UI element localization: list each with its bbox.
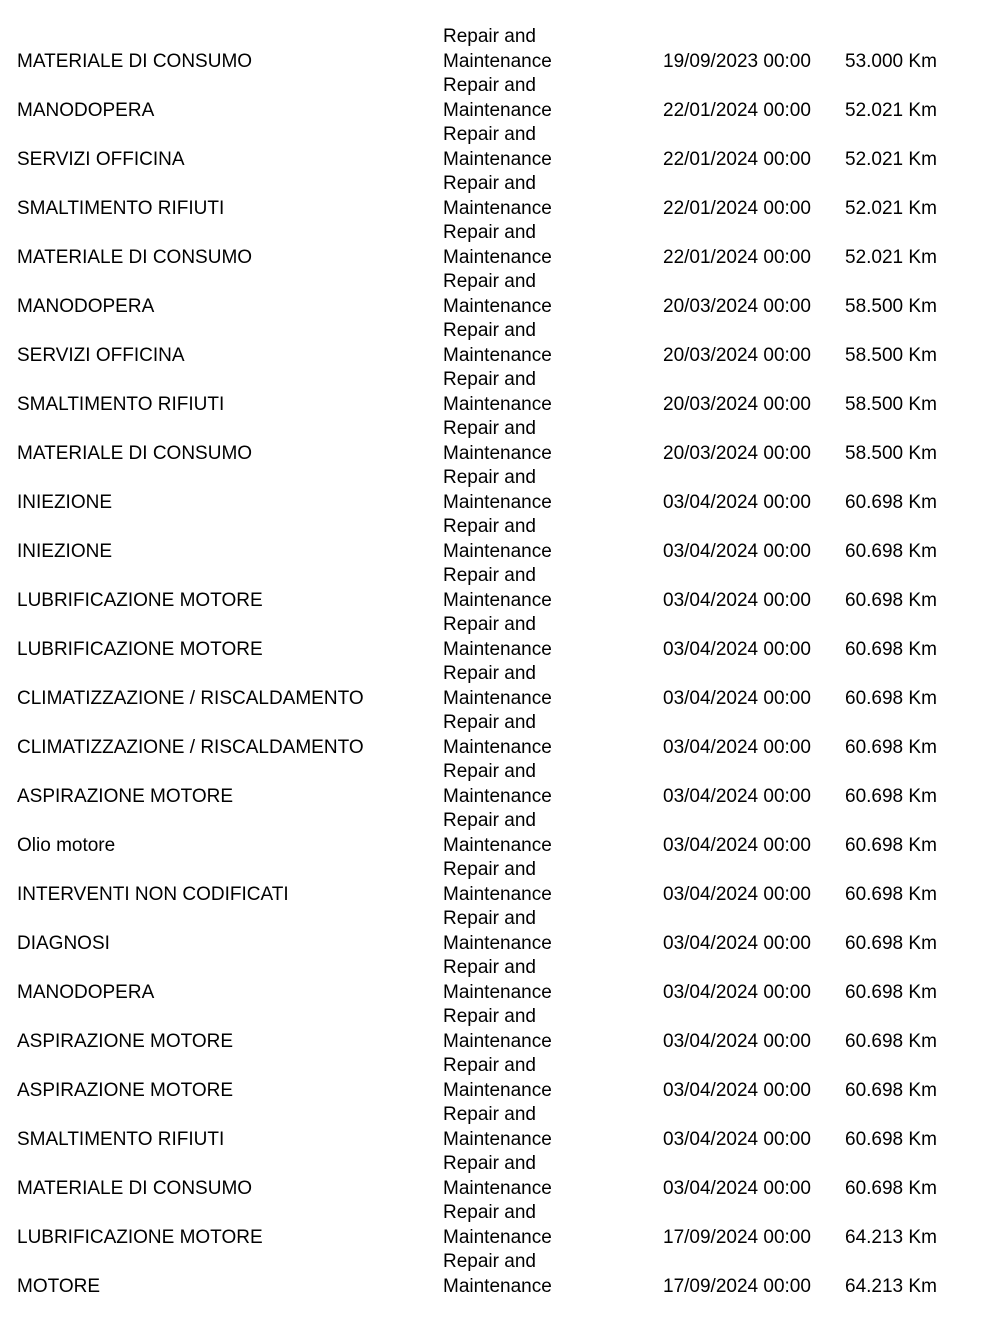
- category-text: Repair and Maintenance: [443, 173, 552, 219]
- date-cell: 03/04/2024 00:00: [663, 834, 811, 856]
- category-cell: [443, 1054, 663, 1103]
- maintenance-table: [17, 25, 994, 1299]
- category-cell: [443, 956, 663, 1005]
- odometer-cell: 60.698 Km: [845, 1177, 937, 1199]
- category-cell: [443, 515, 663, 564]
- category-text: Repair and Maintenance: [443, 1251, 552, 1297]
- item-name-cell: MATERIALE DI CONSUMO: [17, 1177, 253, 1199]
- item-name-cell: CLIMATIZZAZIONE / RISCALDAMENTO: [17, 736, 364, 758]
- date-cell: 03/04/2024 00:00: [663, 932, 811, 954]
- category-cell: [443, 221, 663, 270]
- table-row: [17, 417, 994, 466]
- category-cell: [443, 417, 663, 466]
- category-text: Repair and Maintenance: [443, 761, 552, 807]
- category-cell: [443, 466, 663, 515]
- odometer-cell: 60.698 Km: [845, 785, 937, 807]
- date-cell: 03/04/2024 00:00: [663, 540, 811, 562]
- odometer-cell: 52.021 Km: [845, 148, 937, 170]
- item-name-cell: ASPIRAZIONE MOTORE: [17, 785, 234, 807]
- date-cell: 17/09/2024 00:00: [663, 1275, 811, 1297]
- category-cell: [443, 270, 663, 319]
- table-row: [17, 907, 994, 956]
- table-row: [17, 319, 994, 368]
- category-text: Repair and Maintenance: [443, 810, 552, 856]
- date-cell: 20/03/2024 00:00: [663, 344, 811, 366]
- date-cell: 20/03/2024 00:00: [663, 442, 811, 464]
- date-cell: 20/03/2024 00:00: [663, 295, 811, 317]
- category-text: Repair and Maintenance: [443, 467, 552, 513]
- date-cell: 03/04/2024 00:00: [663, 1177, 811, 1199]
- odometer-cell: 60.698 Km: [845, 687, 937, 709]
- item-name-cell: MANODOPERA: [17, 981, 155, 1003]
- category-cell: [443, 123, 663, 172]
- table-row: [17, 760, 994, 809]
- odometer-cell: 60.698 Km: [845, 1030, 937, 1052]
- table-row: [17, 270, 994, 319]
- table-row: [17, 1005, 994, 1054]
- item-name-cell: SERVIZI OFFICINA: [17, 148, 185, 170]
- odometer-cell: 60.698 Km: [845, 883, 937, 905]
- item-name-cell: LUBRIFICAZIONE MOTORE: [17, 589, 263, 611]
- category-cell: [443, 662, 663, 711]
- date-cell: 03/04/2024 00:00: [663, 736, 811, 758]
- category-cell: [443, 1201, 663, 1250]
- odometer-cell: 60.698 Km: [845, 1128, 937, 1150]
- category-cell: [443, 1005, 663, 1054]
- date-cell: 22/01/2024 00:00: [663, 246, 811, 268]
- table-row: [17, 1250, 994, 1299]
- odometer-cell: 60.698 Km: [845, 834, 937, 856]
- table-row: [17, 172, 994, 221]
- date-cell: 22/01/2024 00:00: [663, 197, 811, 219]
- table-row: [17, 221, 994, 270]
- table-row: [17, 809, 994, 858]
- item-name-cell: INIEZIONE: [17, 491, 113, 513]
- date-cell: 03/04/2024 00:00: [663, 1079, 811, 1101]
- category-text: Repair and Maintenance: [443, 271, 552, 317]
- category-text: Repair and Maintenance: [443, 320, 552, 366]
- category-text: Repair and Maintenance: [443, 957, 552, 1003]
- table-row: [17, 466, 994, 515]
- category-text: Repair and Maintenance: [443, 1202, 552, 1248]
- table-row: [17, 1152, 994, 1201]
- date-cell: 17/09/2024 00:00: [663, 1226, 811, 1248]
- date-cell: 03/04/2024 00:00: [663, 1128, 811, 1150]
- odometer-cell: 60.698 Km: [845, 981, 937, 1003]
- item-name-cell: MATERIALE DI CONSUMO: [17, 246, 253, 268]
- category-cell: [443, 564, 663, 613]
- item-name-cell: ASPIRAZIONE MOTORE: [17, 1079, 234, 1101]
- odometer-cell: 64.213 Km: [845, 1275, 937, 1297]
- category-cell: [443, 1152, 663, 1201]
- item-name-cell: MATERIALE DI CONSUMO: [17, 50, 253, 72]
- table-row: [17, 711, 994, 760]
- item-name-cell: SMALTIMENTO RIFIUTI: [17, 393, 225, 415]
- category-cell: [443, 368, 663, 417]
- category-text: Repair and Maintenance: [443, 418, 552, 464]
- category-text: Repair and Maintenance: [443, 75, 552, 121]
- date-cell: 03/04/2024 00:00: [663, 785, 811, 807]
- odometer-cell: 52.021 Km: [845, 197, 937, 219]
- odometer-cell: 60.698 Km: [845, 932, 937, 954]
- category-text: Repair and Maintenance: [443, 26, 552, 72]
- table-row: [17, 123, 994, 172]
- category-text: Repair and Maintenance: [443, 614, 552, 660]
- category-text: Repair and Maintenance: [443, 663, 552, 709]
- odometer-cell: 53.000 Km: [845, 50, 937, 72]
- table-row: [17, 613, 994, 662]
- odometer-cell: 64.213 Km: [845, 1226, 937, 1248]
- item-name-cell: SERVIZI OFFICINA: [17, 344, 185, 366]
- category-cell: [443, 319, 663, 368]
- odometer-cell: 60.698 Km: [845, 491, 937, 513]
- category-text: Repair and Maintenance: [443, 124, 552, 170]
- odometer-cell: 58.500 Km: [845, 344, 937, 366]
- table-row: [17, 1054, 994, 1103]
- category-text: Repair and Maintenance: [443, 1055, 552, 1101]
- odometer-cell: 60.698 Km: [845, 1079, 937, 1101]
- odometer-cell: 58.500 Km: [845, 393, 937, 415]
- odometer-cell: 52.021 Km: [845, 99, 937, 121]
- category-cell: [443, 809, 663, 858]
- category-cell: [443, 74, 663, 123]
- category-text: Repair and Maintenance: [443, 908, 552, 954]
- category-cell: [443, 711, 663, 760]
- table-row: [17, 25, 994, 74]
- date-cell: 22/01/2024 00:00: [663, 148, 811, 170]
- table-row: [17, 858, 994, 907]
- date-cell: 20/03/2024 00:00: [663, 393, 811, 415]
- category-cell: [443, 172, 663, 221]
- odometer-cell: 60.698 Km: [845, 638, 937, 660]
- category-cell: [443, 858, 663, 907]
- date-cell: 03/04/2024 00:00: [663, 589, 811, 611]
- odometer-cell: 58.500 Km: [845, 442, 937, 464]
- item-name-cell: CLIMATIZZAZIONE / RISCALDAMENTO: [17, 687, 364, 709]
- item-name-cell: DIAGNOSI: [17, 932, 110, 954]
- table-row: [17, 662, 994, 711]
- category-text: Repair and Maintenance: [443, 1006, 552, 1052]
- odometer-cell: 60.698 Km: [845, 736, 937, 758]
- item-name-cell: LUBRIFICAZIONE MOTORE: [17, 638, 263, 660]
- category-text: Repair and Maintenance: [443, 222, 552, 268]
- item-name-cell: SMALTIMENTO RIFIUTI: [17, 197, 225, 219]
- date-cell: 03/04/2024 00:00: [663, 981, 811, 1003]
- table-row: [17, 1103, 994, 1152]
- date-cell: 19/09/2023 00:00: [663, 50, 811, 72]
- date-cell: 03/04/2024 00:00: [663, 1030, 811, 1052]
- odometer-cell: 58.500 Km: [845, 295, 937, 317]
- category-cell: [443, 25, 663, 74]
- category-text: Repair and Maintenance: [443, 1104, 552, 1150]
- category-cell: [443, 1250, 663, 1299]
- category-cell: [443, 613, 663, 662]
- item-name-cell: INTERVENTI NON CODIFICATI: [17, 883, 289, 905]
- item-name-cell: MANODOPERA: [17, 99, 155, 121]
- item-name-cell: SMALTIMENTO RIFIUTI: [17, 1128, 225, 1150]
- category-text: Repair and Maintenance: [443, 516, 552, 562]
- table-row: [17, 564, 994, 613]
- category-cell: [443, 760, 663, 809]
- category-cell: [443, 1103, 663, 1152]
- item-name-cell: MANODOPERA: [17, 295, 155, 317]
- date-cell: 03/04/2024 00:00: [663, 883, 811, 905]
- odometer-cell: 52.021 Km: [845, 246, 937, 268]
- table-row: [17, 74, 994, 123]
- category-text: Repair and Maintenance: [443, 1153, 552, 1199]
- table-row: [17, 515, 994, 564]
- odometer-cell: 60.698 Km: [845, 589, 937, 611]
- table-row: [17, 1201, 994, 1250]
- item-name-cell: INIEZIONE: [17, 540, 113, 562]
- item-name-cell: Olio motore: [17, 834, 116, 856]
- table-row: [17, 368, 994, 417]
- item-name-cell: ASPIRAZIONE MOTORE: [17, 1030, 234, 1052]
- date-cell: 03/04/2024 00:00: [663, 491, 811, 513]
- category-cell: [443, 907, 663, 956]
- item-name-cell: MATERIALE DI CONSUMO: [17, 442, 253, 464]
- date-cell: 03/04/2024 00:00: [663, 638, 811, 660]
- item-name-cell: LUBRIFICAZIONE MOTORE: [17, 1226, 263, 1248]
- odometer-cell: 60.698 Km: [845, 540, 937, 562]
- table-row: [17, 956, 994, 1005]
- item-name-cell: MOTORE: [17, 1275, 101, 1297]
- date-cell: 22/01/2024 00:00: [663, 99, 811, 121]
- category-text: Repair and Maintenance: [443, 859, 552, 905]
- date-cell: 03/04/2024 00:00: [663, 687, 811, 709]
- category-text: Repair and Maintenance: [443, 712, 552, 758]
- category-text: Repair and Maintenance: [443, 369, 552, 415]
- category-text: Repair and Maintenance: [443, 565, 552, 611]
